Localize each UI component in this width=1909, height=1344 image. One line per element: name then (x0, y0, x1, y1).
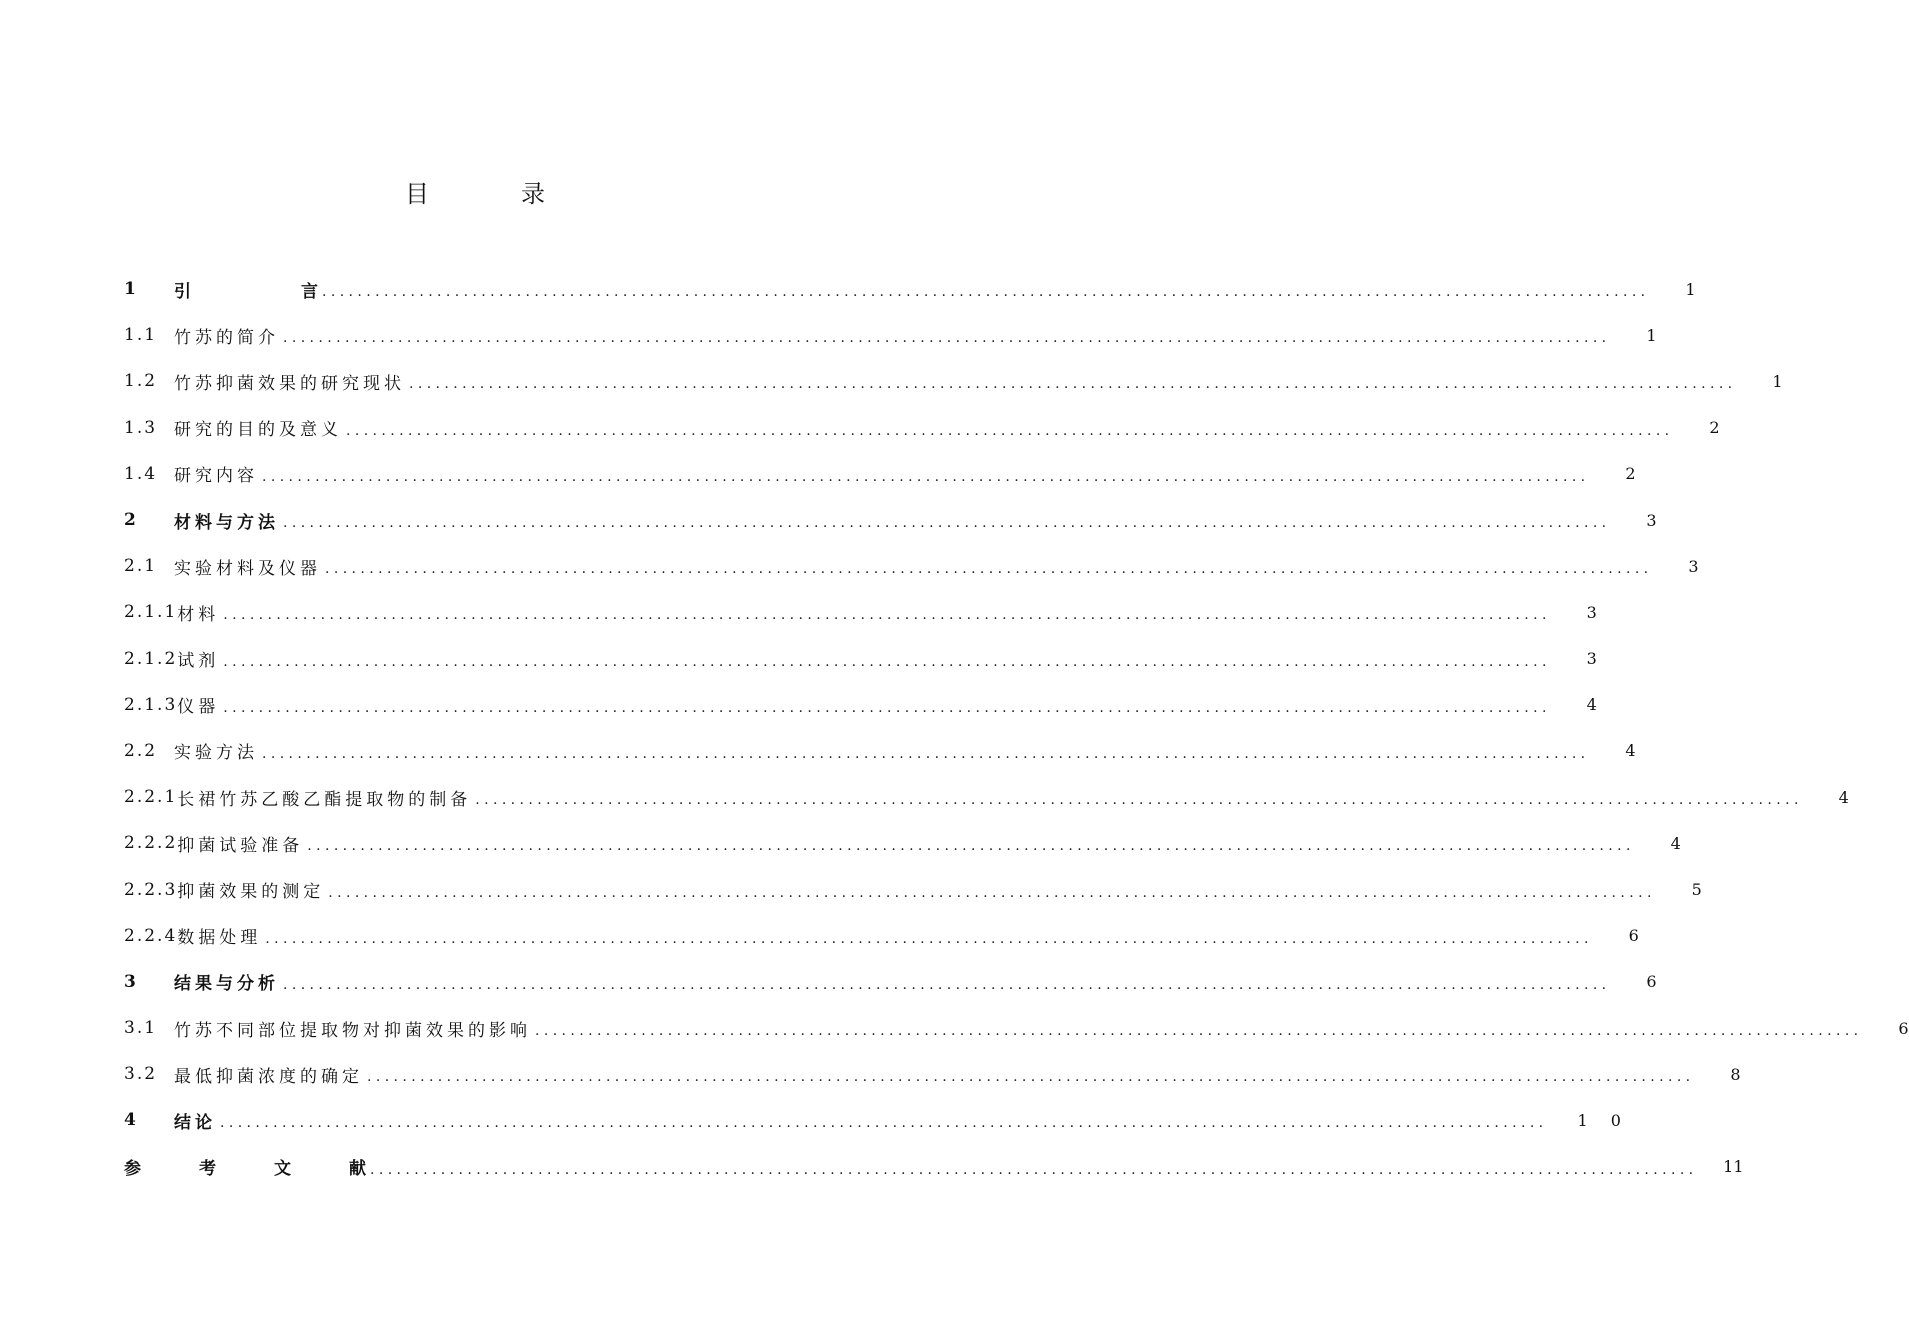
toc-page: 1 (1685, 279, 1696, 299)
toc-entry[interactable] (124, 728, 1636, 774)
toc-leader (307, 838, 1635, 854)
toc-leader (328, 885, 1656, 901)
toc-entry[interactable] (124, 497, 1657, 543)
toc-entry[interactable] (124, 774, 1849, 820)
toc-entry[interactable] (124, 1005, 1909, 1051)
toc-leader (262, 746, 1590, 762)
toc-text: 材料与方法 (174, 512, 279, 533)
toc-entry[interactable] (124, 959, 1657, 1005)
toc-text: 结果与分析 (174, 974, 279, 995)
toc-leader (262, 469, 1590, 485)
toc-leader (223, 700, 1551, 716)
toc-text: 最低抑菌浓度的确定 (174, 1066, 363, 1087)
table-of-contents (124, 266, 1909, 1190)
toc-entry[interactable] (124, 1097, 1630, 1143)
toc-leader (283, 330, 1611, 346)
toc-leader (475, 792, 1803, 808)
title-char-2: 录 (521, 180, 545, 208)
toc-leader (283, 977, 1611, 993)
toc-text: 研究内容 (174, 466, 258, 487)
toc-page: 3 (1586, 602, 1597, 622)
toc-text: 实验材料及仪器 (174, 558, 321, 579)
toc-leader (367, 1069, 1695, 1085)
toc-entry[interactable] (124, 820, 1681, 866)
title-char-1: 目 (405, 180, 429, 208)
toc-entry[interactable] (124, 636, 1597, 682)
toc-number: 2.2.4 (124, 925, 178, 946)
toc-page: 5 (1691, 880, 1702, 900)
toc-text: 竹苏抑菌效果的研究现状 (174, 373, 405, 394)
toc-number: 2.2 (124, 740, 158, 761)
toc-text: 抑菌试验准备 (177, 835, 304, 856)
toc-entry[interactable] (124, 913, 1639, 959)
toc-number: 1.4 (124, 463, 158, 484)
toc-number: 2.2.1 (124, 787, 178, 808)
toc-page: 4 (1838, 787, 1849, 807)
toc-number: 2.1.1 (124, 602, 178, 623)
toc-text: 试剂 (177, 651, 220, 672)
toc-page: 1 (1646, 325, 1657, 345)
toc-text: 引言 (174, 281, 428, 302)
toc-number: 4 (124, 1110, 138, 1131)
toc-leader (325, 561, 1653, 577)
toc-number: 2.2.2 (124, 833, 178, 854)
toc-entry[interactable] (124, 451, 1636, 497)
toc-page: 3 (1586, 649, 1597, 669)
toc-page: 6 (1898, 1018, 1909, 1038)
toc-number: 3.1 (124, 1018, 158, 1039)
toc-page: 8 (1730, 1064, 1741, 1084)
toc-leader (409, 376, 1737, 392)
toc-page: 6 (1628, 926, 1639, 946)
toc-leader (322, 284, 1650, 300)
toc-leader (265, 931, 1593, 947)
toc-number: 2 (124, 510, 138, 531)
toc-page: 4 (1670, 833, 1681, 853)
toc-page: 4 (1625, 741, 1636, 761)
toc-text: 实验方法 (174, 743, 258, 764)
toc-number: 1.3 (124, 417, 158, 438)
toc-leader (370, 1162, 1698, 1178)
toc-text: 参考文献 (124, 1159, 424, 1180)
toc-entry[interactable] (124, 543, 1699, 589)
toc-leader (220, 1115, 1548, 1131)
toc-entry[interactable] (124, 312, 1657, 358)
toc-text: 材料 (177, 604, 220, 625)
toc-text: 研究的目的及意义 (174, 420, 342, 441)
toc-number: 2.1 (124, 556, 158, 577)
toc-page: 6 (1646, 972, 1657, 992)
toc-number: 1.1 (124, 325, 158, 346)
toc-entry[interactable] (124, 266, 1696, 312)
toc-text: 结论 (174, 1112, 216, 1133)
toc-entry[interactable] (124, 682, 1597, 728)
toc-entry[interactable] (124, 866, 1702, 912)
page-title (0, 178, 950, 210)
toc-page: 3 (1688, 556, 1699, 576)
toc-leader (346, 423, 1674, 439)
toc-page: 2 (1709, 418, 1720, 438)
toc-text: 竹苏不同部位提取物对抑菌效果的影响 (174, 1020, 531, 1041)
toc-entry[interactable] (124, 589, 1597, 635)
toc-number: 2.2.3 (124, 879, 178, 900)
toc-page: 3 (1646, 510, 1657, 530)
toc-page: 1 0 (1577, 1110, 1630, 1130)
toc-number: 2.1.3 (124, 694, 178, 715)
toc-page: 2 (1625, 464, 1636, 484)
toc-page: 4 (1586, 695, 1597, 715)
toc-leader (223, 607, 1551, 623)
toc-number: 3.2 (124, 1064, 158, 1085)
toc-page: 1 (1772, 371, 1783, 391)
toc-text: 抑菌效果的测定 (177, 882, 325, 903)
toc-text: 长裙竹苏乙酸乙酯提取物的制备 (177, 789, 472, 810)
toc-number: 1 (124, 279, 138, 300)
toc-number: 3 (124, 971, 138, 992)
toc-entry[interactable] (124, 358, 1783, 404)
toc-number: 1.2 (124, 371, 158, 392)
toc-text: 仪器 (177, 697, 220, 718)
toc-leader (223, 654, 1551, 670)
toc-number: 2.1.2 (124, 648, 178, 669)
toc-leader (283, 515, 1611, 531)
toc-entry[interactable] (124, 405, 1720, 451)
toc-text: 竹苏的简介 (174, 327, 279, 348)
toc-leader (535, 1023, 1863, 1039)
toc-text: 数据处理 (177, 928, 262, 949)
toc-entry[interactable] (124, 1051, 1741, 1097)
toc-entry[interactable] (124, 1144, 1744, 1190)
toc-page: 11 (1723, 1157, 1744, 1177)
